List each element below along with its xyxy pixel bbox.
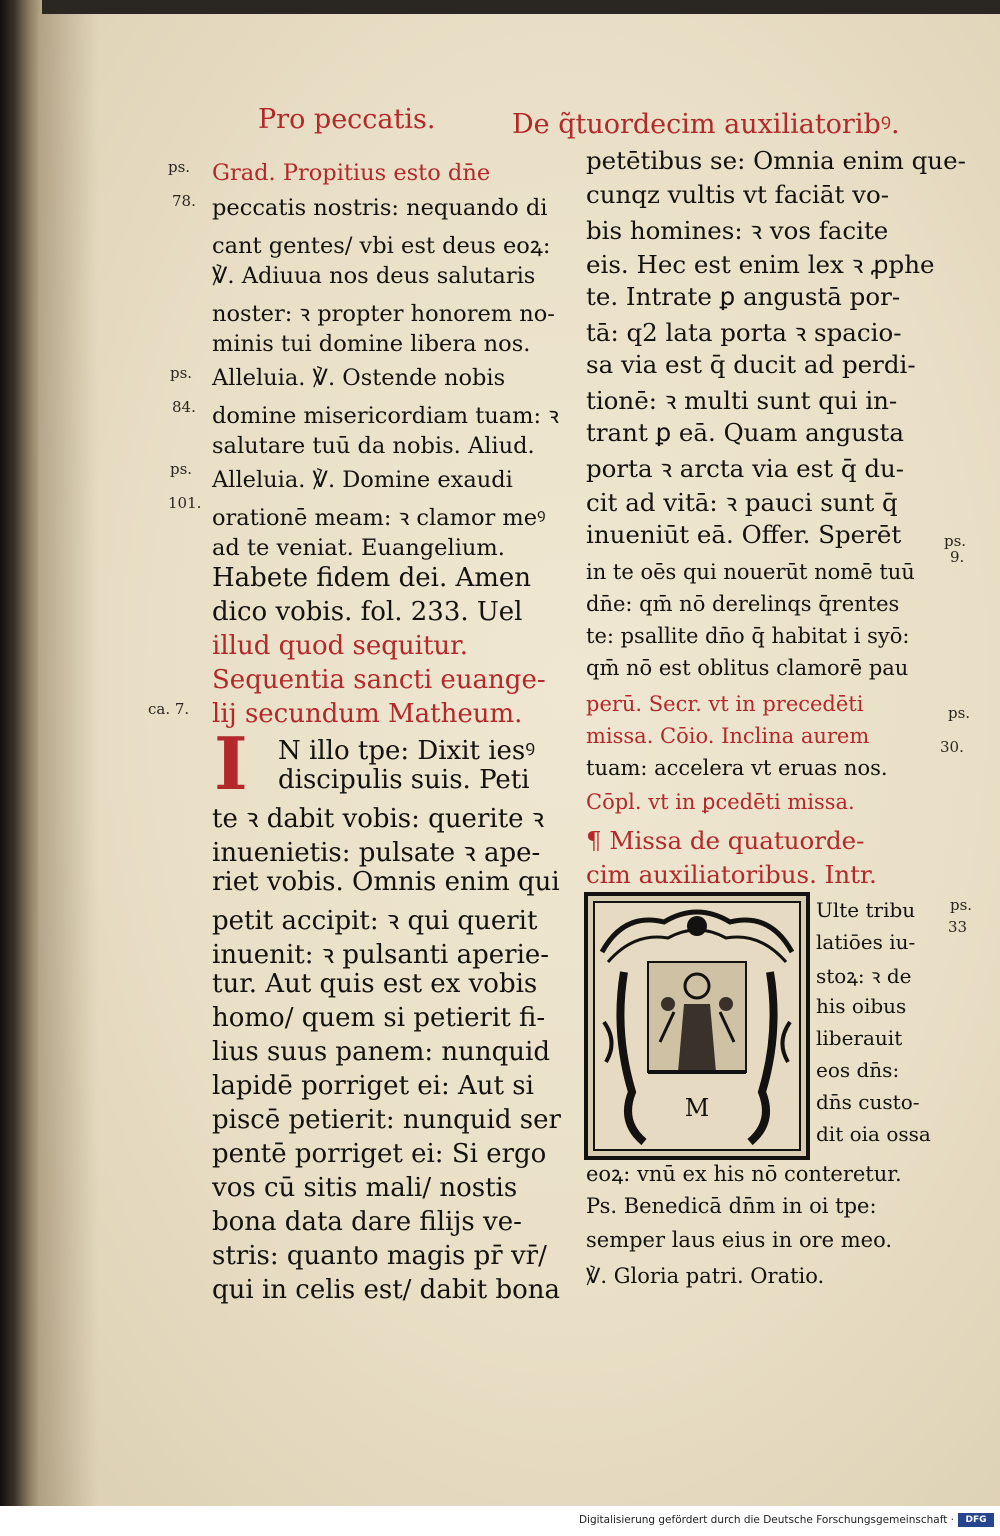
- margin-ref: 9.: [950, 548, 965, 566]
- text-line: piscē petierit: nunquid ser: [212, 1105, 561, 1135]
- text-line: ℣. Gloria patri. Oratio.: [586, 1264, 825, 1288]
- text-line: Habete fidem dei. Amen: [212, 563, 532, 593]
- text-line: inuenit: ꝛ pulsanti aperie-: [212, 940, 550, 970]
- text-line: pentē porriget ei: Si ergo: [212, 1139, 547, 1169]
- text-line: lij secundum Matheum.: [212, 699, 523, 729]
- text-line: Alleluia. ℣. Ostende nobis: [212, 365, 506, 391]
- margin-ref: ps.: [170, 364, 193, 382]
- text-line: Ps. Benedicā dn̄m in oi tpe:: [586, 1194, 877, 1218]
- text-line: lapidē porriget ei: Aut si: [212, 1071, 534, 1101]
- footer-credit: Digitalisierung gefördert durch die Deutsche Forschungsgemeinschaft ·: [578, 1514, 954, 1526]
- text-line: Ulte tribu: [816, 898, 916, 922]
- margin-ref: ca. 7.: [148, 700, 190, 718]
- text-line: tā: q2 lata porta ꝛ spacio-: [586, 318, 902, 347]
- text-line: sa via est q̄ ducit ad perdi-: [586, 350, 916, 379]
- text-line: eis. Hec est enim lex ꝛ ꝓphe: [586, 250, 935, 279]
- dropcap-initial: I: [214, 721, 248, 806]
- text-line: petit accipit: ꝛ qui querit: [212, 906, 538, 936]
- text-line: Alleluia. ℣. Domine exaudi: [212, 467, 513, 493]
- text-line: bis homines: ꝛ vos facite: [586, 216, 889, 245]
- running-head-left: Pro peccatis.: [258, 104, 436, 135]
- text-line: illud quod sequitur.: [212, 631, 469, 661]
- text-line: porta ꝛ arcta via est q̄ du-: [586, 454, 905, 483]
- text-line: semper laus eius in ore meo.: [586, 1228, 893, 1252]
- dfg-logo: DFG: [958, 1513, 994, 1527]
- text-line: N illo tpe: Dixit iesꝰ: [278, 736, 536, 766]
- text-line: homo/ quem si petierit fi-: [212, 1003, 546, 1033]
- text-line: latiōes iu-: [816, 930, 916, 954]
- text-line: perū. Secr. vt in precedēti: [586, 692, 864, 716]
- margin-ref: 33: [948, 918, 968, 936]
- text-line: cit ad vitā: ꝛ pauci sunt q̄: [586, 488, 898, 517]
- margin-ref: 78.: [172, 192, 196, 210]
- text-line: tionē: ꝛ multi sunt qui in-: [586, 386, 898, 415]
- text-line: in te oēs qui nouerūt nomē tuū: [586, 560, 915, 584]
- footer-bar: [0, 1506, 1000, 1536]
- margin-ref: ps.: [944, 532, 967, 550]
- text-line: vos cū sitis mali/ nostis: [212, 1173, 518, 1203]
- text-line: ad te veniat. Euangelium.: [212, 535, 505, 561]
- text-line: Cōpl. vt in ꝑcedēti missa.: [586, 790, 855, 814]
- text-line: Grad. Propitius esto dn̄e: [212, 160, 491, 186]
- text-line: inuenietis: pulsate ꝛ ape-: [212, 838, 541, 868]
- text-line: his oibus: [816, 994, 907, 1018]
- text-line: stris: quanto magis pr̄ vr̄/: [212, 1241, 547, 1271]
- text-line: eoꝝ: vnū ex his nō conteretur.: [586, 1162, 902, 1186]
- text-line: bona data dare filijs ve-: [212, 1207, 522, 1237]
- text-line: trant ꝑ eā. Quam angusta: [586, 418, 904, 447]
- text-line: dn̄e: qm̄ nō derelinqs q̄rentes: [586, 592, 900, 616]
- text-line: Sequentia sancti euange-: [212, 665, 546, 695]
- text-line: riet vobis. Omnis enim qui: [212, 867, 560, 897]
- text-line: noster: ꝛ propter honorem no-: [212, 301, 555, 327]
- text-line: cunqz vultis vt faciāt vo-: [586, 180, 889, 209]
- margin-ref: ps.: [168, 158, 191, 176]
- text-line: lius suus panem: nunquid: [212, 1037, 550, 1067]
- text-line: te: psallite dn̄o q̄ habitat i syō:: [586, 624, 910, 648]
- text-line: salutare tuū da nobis. Aliud.: [212, 433, 535, 459]
- margin-ref: 30.: [940, 738, 964, 756]
- running-head-right: De q̃tuordecim auxiliatoribꝰ.: [512, 109, 900, 140]
- text-line: peccatis nostris: nequando di: [212, 195, 548, 221]
- text-line: orationē meam: ꝛ clamor meꝰ: [212, 505, 546, 531]
- margin-ref: 101.: [168, 494, 202, 512]
- text-line: stoꝝ: ꝛ de: [816, 964, 912, 988]
- text-line: discipulis suis. Peti: [278, 765, 530, 795]
- text-line: eos dn̄s:: [816, 1058, 900, 1082]
- text-line: qm̄ nō est oblitus clamorē pau: [586, 656, 909, 680]
- text-line: te. Intrate ꝑ angustā por-: [586, 282, 901, 311]
- text-line: liberauit: [816, 1026, 903, 1050]
- text-line: tuam: accelera vt eruas nos.: [586, 756, 888, 780]
- margin-ref: ps.: [950, 896, 973, 914]
- margin-ref: ps.: [948, 704, 971, 722]
- book-spine: [0, 0, 42, 1536]
- text-line: dn̄s custo-: [816, 1090, 920, 1114]
- text-line: cim auxiliatoribus. Intr.: [586, 860, 877, 889]
- text-line: missa. Cōio. Inclina aurem: [586, 724, 870, 748]
- text-line: minis tui domine libera nos.: [212, 331, 531, 357]
- margin-ref: 84.: [172, 398, 196, 416]
- text-line: cant gentes/ vbi est deus eoꝝ:: [212, 233, 551, 259]
- text-line: ¶ Missa de quatuorde-: [586, 826, 865, 855]
- text-line: dico vobis. fol. 233. Uel: [212, 597, 523, 627]
- woodcut-letter: M: [684, 1094, 710, 1122]
- text-line: tur. Aut quis est ex vobis: [212, 969, 538, 999]
- text-line: domine misericordiam tuam: ꝛ: [212, 403, 559, 429]
- text-line: inueniūt eā. Offer. Sperēt: [586, 520, 902, 549]
- text-line: te ꝛ dabit vobis: querite ꝛ: [212, 804, 545, 834]
- text-line: petētibus se: Omnia enim que-: [586, 146, 966, 175]
- margin-ref: ps.: [170, 460, 193, 478]
- text-line: dit oia ossa: [816, 1122, 931, 1146]
- text-line: ℣. Adiuua nos deus salutaris: [212, 263, 536, 289]
- text-line: qui in celis est/ dabit bona: [212, 1275, 561, 1305]
- woodcut-initial-m: [584, 892, 810, 1160]
